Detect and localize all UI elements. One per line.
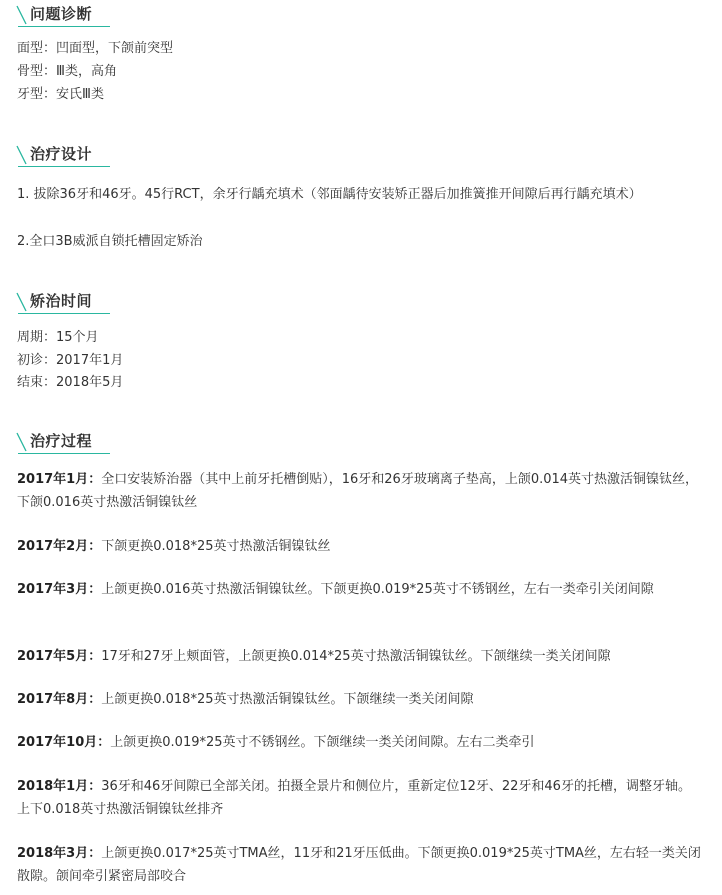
- diagnosis-face-type: 面型：凹面型，下颌前突型: [17, 41, 174, 56]
- section-title-diagnosis: [16, 4, 216, 26]
- title-underline: [18, 166, 110, 167]
- slash-accent-icon: [16, 144, 28, 166]
- entry-text: 下颌更换0.018*25英寸热激活铜镍钛丝: [101, 539, 331, 554]
- section-title-design: [16, 144, 216, 166]
- diagnosis-bone-type: 骨型：Ⅲ类，高角: [17, 64, 117, 79]
- process-entry: [17, 688, 701, 711]
- slash-accent-icon: [16, 4, 28, 26]
- section-heading: 治疗设计: [30, 145, 93, 163]
- entry-text: 上颌更换0.019*25英寸不锈钢丝。下颌继续一类关闭间隙。左右二类牵引: [110, 735, 535, 750]
- entry-text: 上颌更换0.016英寸热激活铜镍钛丝。下颌更换0.019*25英寸不锈钢丝，左右一类牵引关闭间隙: [101, 582, 654, 597]
- entry-date: 2018年3月：: [17, 846, 102, 861]
- title-underline: [18, 313, 110, 314]
- section-title-process: [16, 431, 216, 453]
- section-heading: 问题诊断: [30, 5, 93, 23]
- entry-text: 36牙和46牙间隙已全部关闭。拍摄全景片和侧位片，重新定位12牙、22牙和46牙的托槽，调整牙轴。上下0.018英寸热激活铜镍钛丝排齐: [17, 779, 691, 817]
- entry-date: 2017年3月：: [17, 582, 102, 597]
- entry-date: 2018年1月：: [17, 779, 102, 794]
- entry-date: 2017年8月：: [17, 692, 102, 707]
- design-item-2: 2.全口3B威派自锁托槽固定矫治: [17, 234, 203, 249]
- process-entry: [17, 842, 701, 888]
- entry-date: 2017年10月：: [17, 735, 111, 750]
- entry-text: 17牙和27牙上颊面管，上颌更换0.014*25英寸热激活铜镍钛丝。下颌继续一类关闭间隙: [101, 649, 611, 664]
- process-entry: [17, 645, 701, 668]
- slash-accent-icon: [16, 431, 28, 453]
- title-underline: [18, 453, 110, 454]
- section-heading: 治疗过程: [30, 432, 93, 450]
- entry-date: 2017年5月：: [17, 649, 102, 664]
- entry-text: 上颌更换0.018*25英寸热激活铜镍钛丝。下颌继续一类关闭间隙: [101, 692, 474, 707]
- duration-start: 初诊：2017年1月: [17, 353, 124, 368]
- duration-period: 周期：15个月: [17, 330, 99, 345]
- entry-text: 全口安装矫治器（其中上前牙托槽倒贴），16牙和26牙玻璃离子垫高，上颌0.014英寸热激活铜镍钛丝，下颌0.016英寸热激活铜镍钛丝: [17, 472, 699, 510]
- process-entry: [17, 578, 701, 601]
- slash-accent-icon: [16, 291, 28, 313]
- title-underline: [18, 26, 110, 27]
- process-entry: [17, 731, 701, 754]
- section-heading: 矫治时间: [30, 292, 93, 310]
- design-item-1: 1. 拔除36牙和46牙。45行RCT，余牙行龋充填术（邻面龋待安装矫正器后加推簧推开间隙后再行龋充填术）: [17, 187, 642, 202]
- duration-end: 结束：2018年5月: [17, 375, 124, 390]
- entry-date: 2017年2月：: [17, 539, 102, 554]
- process-entry: [17, 468, 701, 514]
- section-title-duration: [16, 291, 216, 313]
- entry-text: 上颌更换0.017*25英寸TMA丝，11牙和21牙压低曲。下颌更换0.019*25英寸TMA丝，左右轻一类关闭散隙。颌间牵引紧密局部咬合: [17, 846, 701, 884]
- diagnosis-teeth-type: 牙型：安氏Ⅲ类: [17, 87, 104, 102]
- process-entry: [17, 535, 701, 558]
- process-entry: [17, 775, 701, 821]
- entry-date: 2017年1月：: [17, 472, 102, 487]
